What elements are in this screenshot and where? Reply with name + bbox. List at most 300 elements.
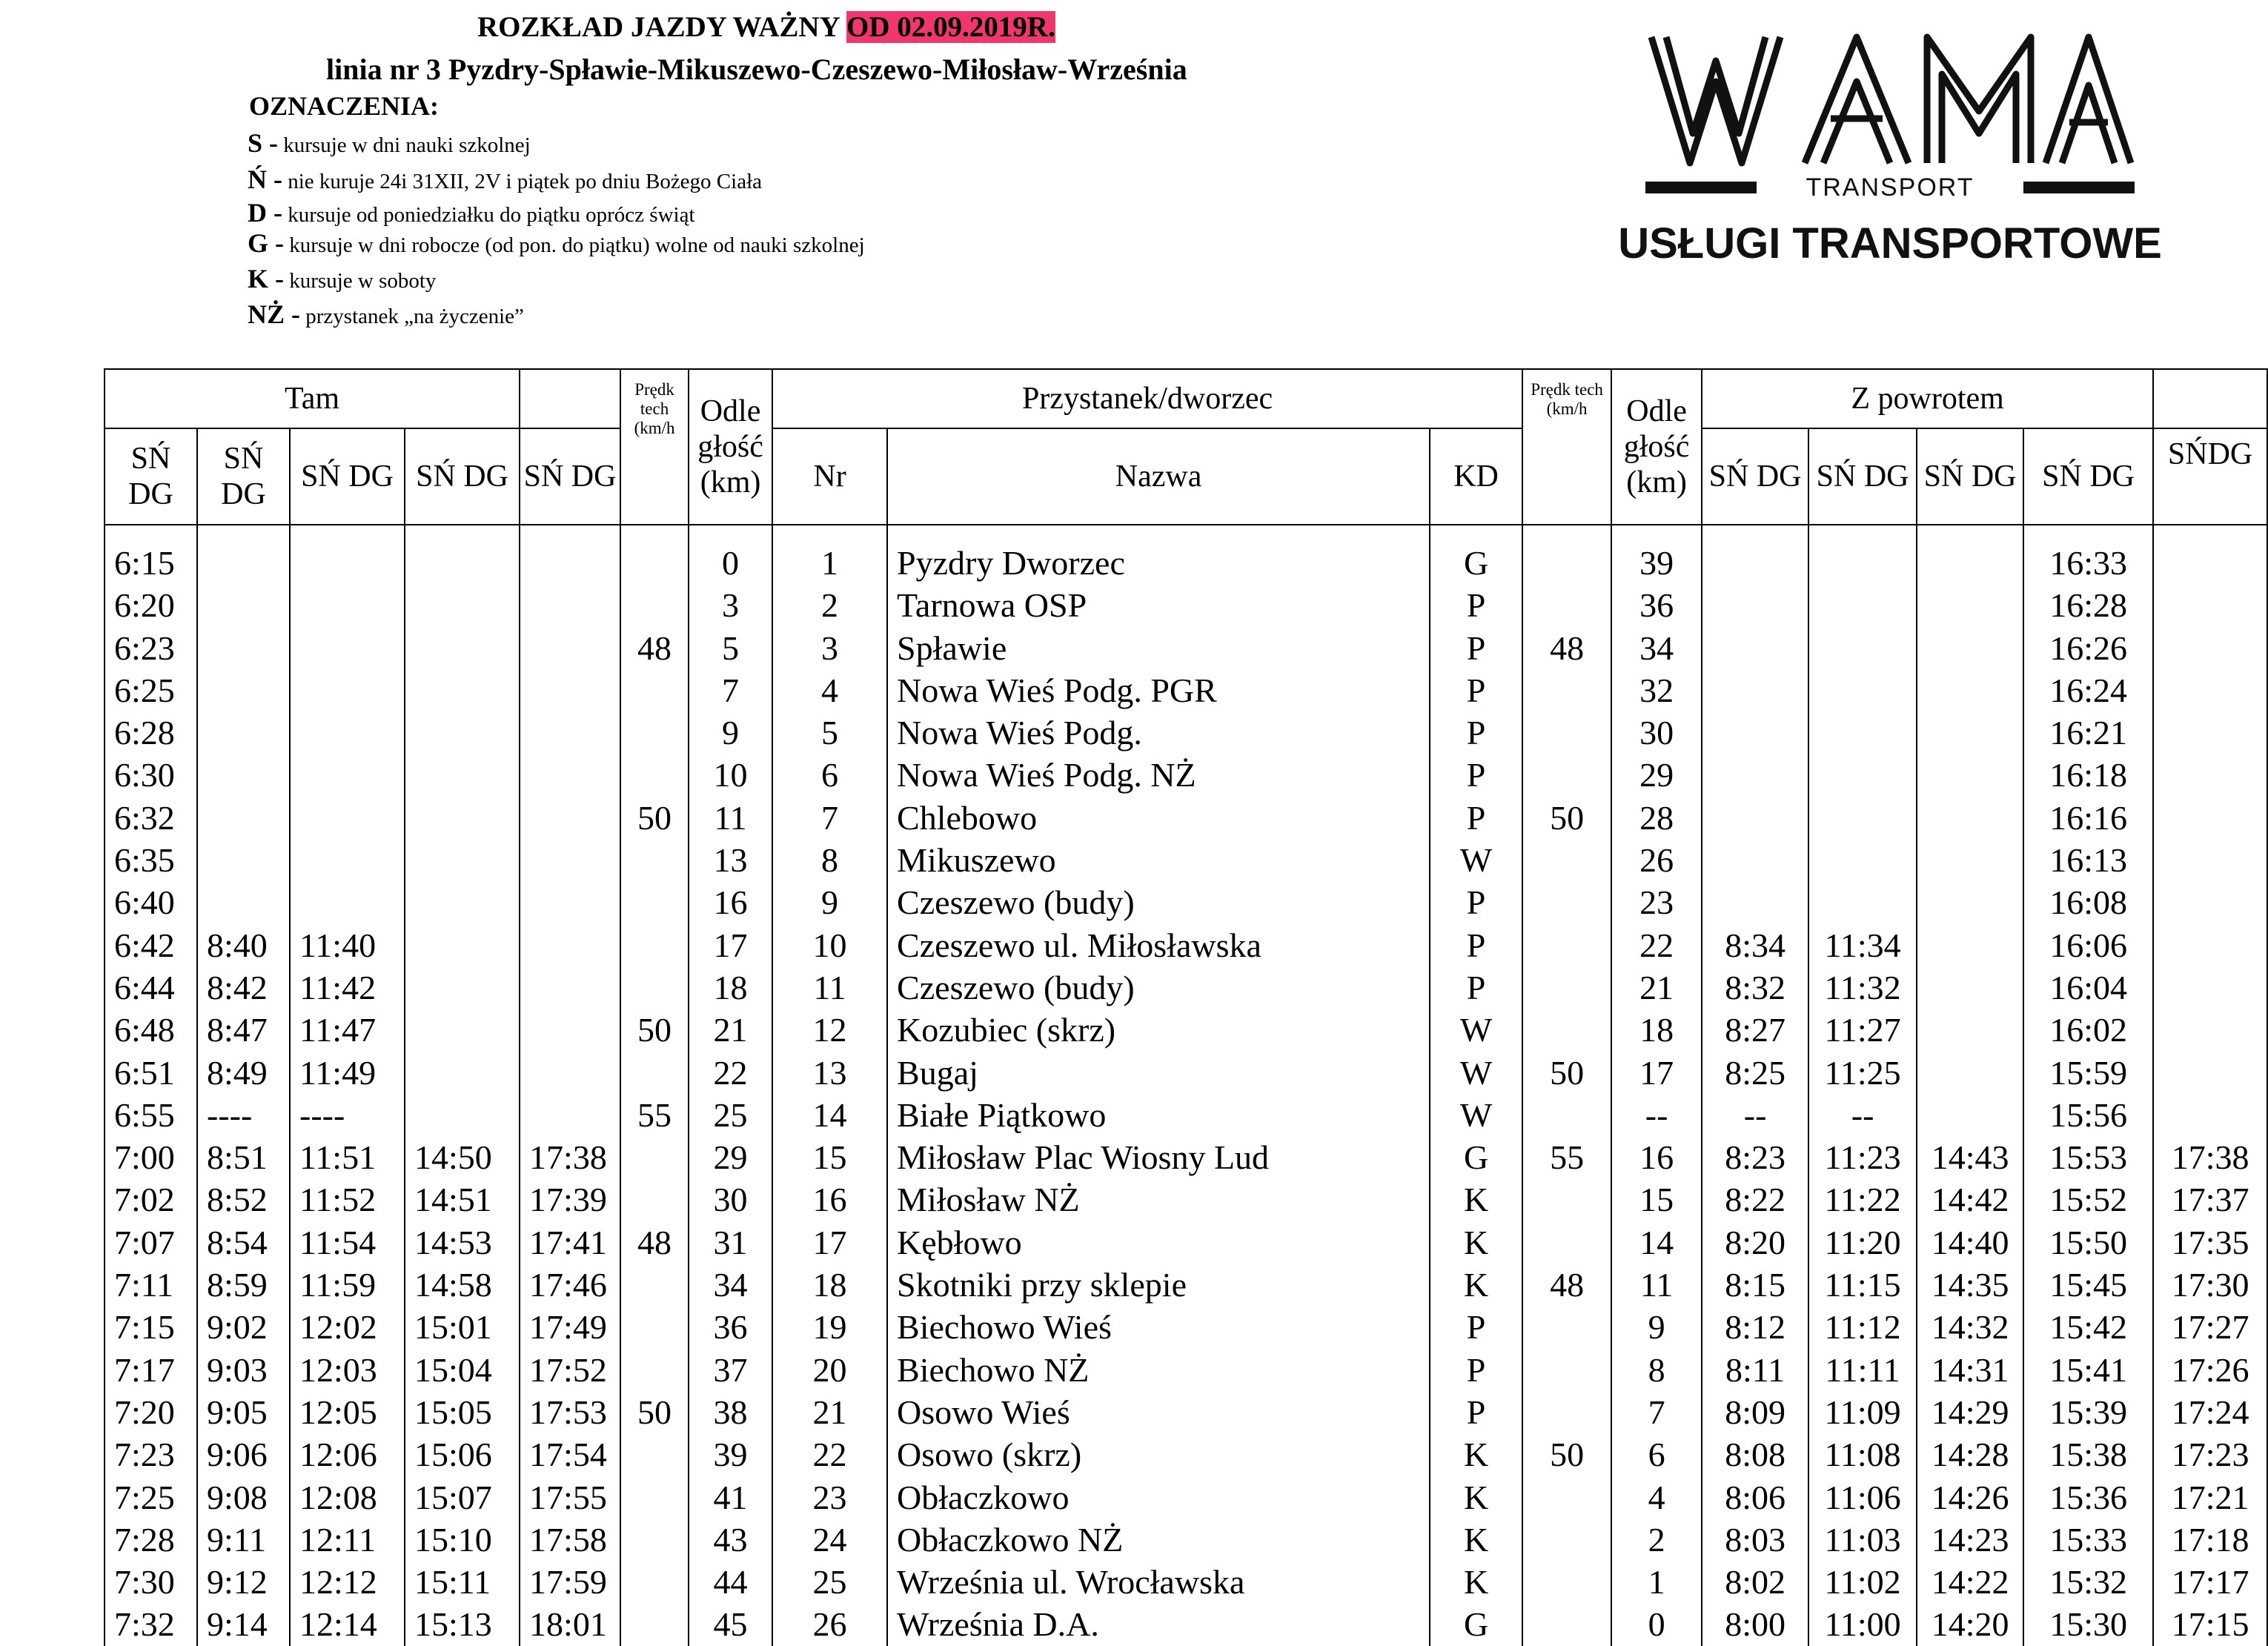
- col-header-ret-5: SŃDG: [2153, 428, 2267, 525]
- speed-header-return: Prędk tech (km/h: [1522, 369, 1611, 525]
- cell-t1: 7:11: [105, 1264, 197, 1306]
- legend-text: kursuje w soboty: [289, 269, 437, 293]
- cell-d1: 36: [689, 1306, 772, 1348]
- cell-t1: 6:28: [105, 711, 197, 754]
- table-row: [105, 584, 2267, 626]
- table-row: [105, 627, 2267, 669]
- cell-nr: 7: [772, 797, 887, 839]
- cell-d1: 18: [689, 966, 772, 1009]
- cell-r2: 11:20: [1808, 1221, 1917, 1264]
- legend-code: NŻ -: [248, 299, 300, 329]
- cell-r4: 15:32: [2023, 1561, 2153, 1603]
- cell-d2: 36: [1611, 584, 1702, 626]
- table-row: [105, 1094, 2267, 1136]
- cell-r2: [1808, 669, 1917, 711]
- cell-t5: 17:46: [520, 1264, 620, 1306]
- cell-r4: 16:16: [2023, 797, 2153, 839]
- cell-r2: [1808, 754, 1917, 796]
- cell-d1: 43: [689, 1519, 772, 1561]
- cell-nr: 3: [772, 627, 887, 669]
- cell-t4: 15:01: [405, 1306, 520, 1348]
- cell-t5: [520, 584, 620, 626]
- cell-t1: 6:30: [105, 754, 197, 796]
- cell-t3: 11:51: [290, 1136, 405, 1178]
- cell-d2: 15: [1611, 1178, 1702, 1221]
- cell-d1: 5: [689, 627, 772, 669]
- cell-t2: 8:47: [197, 1009, 290, 1051]
- cell-d1: 45: [689, 1603, 772, 1645]
- cell-r1: 8:08: [1702, 1433, 1808, 1476]
- cell-t3: 11:54: [290, 1221, 405, 1264]
- cell-nr: 5: [772, 711, 887, 754]
- cell-name: Miłosław NŻ: [887, 1178, 1430, 1221]
- cell-t4: [405, 627, 520, 669]
- cell-r4: 16:28: [2023, 584, 2153, 626]
- cell-t5: [520, 525, 620, 584]
- cell-name: Bugaj: [887, 1052, 1430, 1094]
- cell-nr: 26: [772, 1603, 887, 1645]
- cell-r5: [2153, 584, 2267, 626]
- cell-t4: [405, 584, 520, 626]
- cell-t4: 15:11: [405, 1561, 520, 1603]
- cell-d1: 30: [689, 1178, 772, 1221]
- legend-code: D -: [248, 198, 282, 228]
- line-name: linia nr 3 Pyzdry-Spławie-Mikuszewo-Czeszewo-Miłosław-Września: [326, 53, 1187, 86]
- col-header-tam-2: SŃ DG: [197, 428, 290, 525]
- cell-t4: [405, 1094, 520, 1136]
- cell-r5: 17:18: [2153, 1519, 2267, 1561]
- cell-sp2: [1522, 881, 1611, 923]
- cell-nr: 10: [772, 924, 887, 966]
- cell-r3: 14:32: [1917, 1306, 2023, 1348]
- cell-r3: [1917, 966, 2023, 1009]
- cell-r5: [2153, 711, 2267, 754]
- cell-t1: 6:40: [105, 881, 197, 923]
- cell-r3: [1917, 525, 2023, 584]
- cell-t1: 6:25: [105, 669, 197, 711]
- cell-t1: 6:48: [105, 1009, 197, 1051]
- cell-sp2: [1522, 839, 1611, 881]
- cell-t4: [405, 754, 520, 796]
- cell-d1: 38: [689, 1391, 772, 1433]
- cell-t5: [520, 1094, 620, 1136]
- cell-t4: 14:58: [405, 1264, 520, 1306]
- cell-kd: K: [1430, 1433, 1522, 1476]
- cell-t5: [520, 711, 620, 754]
- cell-name: Chlebowo: [887, 797, 1430, 839]
- cell-r1: 8:20: [1702, 1221, 1808, 1264]
- cell-d2: 21: [1611, 966, 1702, 1009]
- cell-r2: 11:22: [1808, 1178, 1917, 1221]
- cell-name: Pyzdry Dworzec: [887, 525, 1430, 584]
- cell-r4: 16:24: [2023, 669, 2153, 711]
- table-row: [105, 1519, 2267, 1561]
- cell-name: Kozubiec (skrz): [887, 1009, 1430, 1051]
- table-row: [105, 966, 2267, 1009]
- cell-r4: 16:13: [2023, 839, 2153, 881]
- cell-t5: [520, 669, 620, 711]
- cell-d2: 26: [1611, 839, 1702, 881]
- table-row: [105, 711, 2267, 754]
- cell-t3: 12:08: [290, 1476, 405, 1519]
- table-row: [105, 1476, 2267, 1519]
- cell-kd: W: [1430, 1094, 1522, 1136]
- cell-t2: 8:51: [197, 1136, 290, 1178]
- cell-r4: 16:21: [2023, 711, 2153, 754]
- cell-r4: 16:18: [2023, 754, 2153, 796]
- cell-kd: W: [1430, 839, 1522, 881]
- cell-t4: [405, 669, 520, 711]
- cell-sp2: [1522, 711, 1611, 754]
- cell-r5: [2153, 1094, 2267, 1136]
- cell-kd: P: [1430, 669, 1522, 711]
- cell-t2: 8:49: [197, 1052, 290, 1094]
- cell-r2: 11:09: [1808, 1391, 1917, 1433]
- cell-t5: 17:38: [520, 1136, 620, 1178]
- cell-r1: 8:06: [1702, 1476, 1808, 1519]
- cell-t3: 12:14: [290, 1603, 405, 1645]
- tam-header: Tam: [105, 369, 520, 428]
- cell-kd: G: [1430, 525, 1522, 584]
- cell-name: Spławie: [887, 627, 1430, 669]
- cell-sp1: [620, 584, 689, 626]
- cell-r4: 15:52: [2023, 1178, 2153, 1221]
- cell-nr: 23: [772, 1476, 887, 1519]
- cell-d2: 2: [1611, 1519, 1702, 1561]
- cell-sp1: [620, 711, 689, 754]
- cell-nr: 1: [772, 525, 887, 584]
- cell-t2: [197, 627, 290, 669]
- cell-name: Nowa Wieś Podg. NŻ: [887, 754, 1430, 796]
- cell-r5: [2153, 754, 2267, 796]
- cell-name: Kębłowo: [887, 1221, 1430, 1264]
- cell-r4: 15:42: [2023, 1306, 2153, 1348]
- cell-r1: [1702, 797, 1808, 839]
- cell-t1: 7:25: [105, 1476, 197, 1519]
- cell-d2: 28: [1611, 797, 1702, 839]
- cell-d1: 16: [689, 881, 772, 923]
- cell-t3: [290, 627, 405, 669]
- cell-name: Białe Piątkowo: [887, 1094, 1430, 1136]
- cell-d1: 25: [689, 1094, 772, 1136]
- cell-t4: 14:50: [405, 1136, 520, 1178]
- cell-t1: 6:15: [105, 525, 197, 584]
- cell-r3: [1917, 839, 2023, 881]
- cell-r2: 11:12: [1808, 1306, 1917, 1348]
- legend-code: K -: [248, 264, 284, 293]
- cell-d1: 21: [689, 1009, 772, 1051]
- cell-r5: [2153, 924, 2267, 966]
- stop-group-header: Przystanek/dworzec: [772, 369, 1522, 428]
- cell-r1: 8:00: [1702, 1603, 1808, 1645]
- cell-sp2: 50: [1522, 1052, 1611, 1094]
- legend-text: kursuje w dni nauki szkolnej: [283, 133, 531, 157]
- cell-t5: [520, 1052, 620, 1094]
- cell-nr: 25: [772, 1561, 887, 1603]
- cell-t3: 11:42: [290, 966, 405, 1009]
- cell-sp2: [1522, 525, 1611, 584]
- cell-t4: 15:10: [405, 1519, 520, 1561]
- cell-sp1: [620, 1561, 689, 1603]
- cell-r3: [1917, 1009, 2023, 1051]
- cell-t2: [197, 881, 290, 923]
- cell-t1: 7:32: [105, 1603, 197, 1645]
- cell-nr: 24: [772, 1519, 887, 1561]
- cell-t1: 6:32: [105, 797, 197, 839]
- cell-r3: [1917, 711, 2023, 754]
- cell-d2: --: [1611, 1094, 1702, 1136]
- cell-nr: 15: [772, 1136, 887, 1178]
- cell-r3: 14:29: [1917, 1391, 2023, 1433]
- cell-t1: 6:20: [105, 584, 197, 626]
- cell-r5: 17:21: [2153, 1476, 2267, 1519]
- cell-r4: 15:53: [2023, 1136, 2153, 1178]
- timetable: [104, 368, 2267, 1643]
- col-header-name: Nazwa: [887, 428, 1430, 525]
- cell-r2: 11:34: [1808, 924, 1917, 966]
- cell-sp2: [1522, 754, 1611, 796]
- cell-t1: 6:35: [105, 839, 197, 881]
- cell-r2: 11:25: [1808, 1052, 1917, 1094]
- cell-name: Września ul. Wrocławska: [887, 1561, 1430, 1603]
- cell-t3: [290, 839, 405, 881]
- cell-t5: [520, 924, 620, 966]
- page-title: ROZKŁAD JAZDY WAŻNY OD 02.09.2019R.: [477, 11, 1055, 43]
- cell-kd: W: [1430, 1009, 1522, 1051]
- cell-d1: 44: [689, 1561, 772, 1603]
- cell-t4: [405, 881, 520, 923]
- cell-d1: 9: [689, 711, 772, 754]
- cell-r3: 14:20: [1917, 1603, 2023, 1645]
- cell-t1: 7:07: [105, 1221, 197, 1264]
- cell-sp2: [1522, 1221, 1611, 1264]
- cell-r2: [1808, 797, 1917, 839]
- cell-nr: 17: [772, 1221, 887, 1264]
- cell-d2: 4: [1611, 1476, 1702, 1519]
- legend-item: [248, 197, 695, 228]
- cell-sp1: [620, 1306, 689, 1348]
- cell-t3: [290, 525, 405, 584]
- cell-kd: K: [1430, 1221, 1522, 1264]
- cell-sp2: [1522, 1094, 1611, 1136]
- cell-d1: 11: [689, 797, 772, 839]
- cell-sp2: [1522, 1009, 1611, 1051]
- cell-d2: 22: [1611, 924, 1702, 966]
- cell-t3: 12:12: [290, 1561, 405, 1603]
- cell-r3: [1917, 669, 2023, 711]
- cell-sp1: [620, 1519, 689, 1561]
- cell-sp1: [620, 881, 689, 923]
- cell-d2: 11: [1611, 1264, 1702, 1306]
- cell-t3: 12:03: [290, 1349, 405, 1391]
- cell-t3: [290, 881, 405, 923]
- table-row: [105, 839, 2267, 881]
- cell-r1: [1702, 584, 1808, 626]
- cell-t2: 9:06: [197, 1433, 290, 1476]
- cell-d2: 39: [1611, 525, 1702, 584]
- cell-t1: 7:23: [105, 1433, 197, 1476]
- cell-d2: 14: [1611, 1221, 1702, 1264]
- cell-r2: 11:00: [1808, 1603, 1917, 1645]
- cell-name: Obłaczkowo NŻ: [887, 1519, 1430, 1561]
- cell-t2: [197, 669, 290, 711]
- cell-t4: [405, 711, 520, 754]
- cell-r2: 11:08: [1808, 1433, 1917, 1476]
- cell-r5: 17:37: [2153, 1178, 2267, 1221]
- cell-sp1: [620, 1603, 689, 1645]
- cell-r4: 15:30: [2023, 1603, 2153, 1645]
- cell-kd: G: [1430, 1603, 1522, 1645]
- cell-d2: 30: [1611, 711, 1702, 754]
- cell-d1: 31: [689, 1221, 772, 1264]
- cell-d1: 10: [689, 754, 772, 796]
- cell-d2: 9: [1611, 1306, 1702, 1348]
- cell-r5: 17:15: [2153, 1603, 2267, 1645]
- cell-r4: 16:06: [2023, 924, 2153, 966]
- legend-text: nie kuruje 24i 31XII, 2V i piątek po dniu Bożego Ciała: [288, 170, 763, 193]
- cell-r2: [1808, 711, 1917, 754]
- cell-t4: 14:51: [405, 1178, 520, 1221]
- cell-r2: [1808, 839, 1917, 881]
- cell-t5: 17:58: [520, 1519, 620, 1561]
- cell-r1: --: [1702, 1094, 1808, 1136]
- cell-t2: 8:54: [197, 1221, 290, 1264]
- cell-name: Tarnowa OSP: [887, 584, 1430, 626]
- cell-r5: [2153, 797, 2267, 839]
- cell-t2: 8:59: [197, 1264, 290, 1306]
- cell-r5: 17:17: [2153, 1561, 2267, 1603]
- cell-r2: 11:06: [1808, 1476, 1917, 1519]
- cell-t4: [405, 966, 520, 1009]
- cell-r5: 17:30: [2153, 1264, 2267, 1306]
- cell-t1: 6:23: [105, 627, 197, 669]
- cell-r1: [1702, 627, 1808, 669]
- cell-sp1: [620, 1433, 689, 1476]
- cell-t2: [197, 711, 290, 754]
- wama-logo: [1618, 22, 2162, 274]
- col-header-tam-3: SŃ DG: [290, 428, 405, 525]
- cell-r2: 11:15: [1808, 1264, 1917, 1306]
- cell-t5: [520, 627, 620, 669]
- cell-r4: 15:36: [2023, 1476, 2153, 1519]
- table-row: [105, 1136, 2267, 1178]
- cell-r1: 8:25: [1702, 1052, 1808, 1094]
- cell-name: Osowo (skrz): [887, 1433, 1430, 1476]
- cell-t2: [197, 525, 290, 584]
- cell-sp2: 48: [1522, 1264, 1611, 1306]
- cell-kd: P: [1430, 711, 1522, 754]
- cell-r5: [2153, 881, 2267, 923]
- cell-r3: 14:35: [1917, 1264, 2023, 1306]
- cell-d1: 22: [689, 1052, 772, 1094]
- cell-sp1: [620, 754, 689, 796]
- cell-r5: [2153, 669, 2267, 711]
- cell-sp1: [620, 1264, 689, 1306]
- cell-r5: [2153, 1052, 2267, 1094]
- cell-d2: 32: [1611, 669, 1702, 711]
- cell-sp1: [620, 1052, 689, 1094]
- cell-kd: K: [1430, 1519, 1522, 1561]
- cell-t1: 7:15: [105, 1306, 197, 1348]
- cell-r3: [1917, 797, 2023, 839]
- return-header: Z powrotem: [1702, 369, 2153, 428]
- cell-sp2: 55: [1522, 1136, 1611, 1178]
- cell-r1: 8:34: [1702, 924, 1808, 966]
- cell-d2: 23: [1611, 881, 1702, 923]
- table-row: [105, 669, 2267, 711]
- cell-nr: 11: [772, 966, 887, 1009]
- cell-nr: 13: [772, 1052, 887, 1094]
- legend-item: [248, 299, 524, 330]
- cell-name: Września D.A.: [887, 1603, 1430, 1645]
- cell-r1: 8:11: [1702, 1349, 1808, 1391]
- cell-d1: 0: [689, 525, 772, 584]
- cell-r1: 8:09: [1702, 1391, 1808, 1433]
- cell-nr: 2: [772, 584, 887, 626]
- cell-sp2: 50: [1522, 1433, 1611, 1476]
- cell-nr: 8: [772, 839, 887, 881]
- cell-r1: 8:15: [1702, 1264, 1808, 1306]
- cell-r4: 15:59: [2023, 1052, 2153, 1094]
- cell-r1: 8:23: [1702, 1136, 1808, 1178]
- cell-d2: 29: [1611, 754, 1702, 796]
- cell-t5: 17:39: [520, 1178, 620, 1221]
- cell-d1: 39: [689, 1433, 772, 1476]
- cell-sp2: 50: [1522, 797, 1611, 839]
- cell-sp2: [1522, 1306, 1611, 1348]
- cell-t2: 9:08: [197, 1476, 290, 1519]
- cell-kd: W: [1430, 1052, 1522, 1094]
- cell-nr: 18: [772, 1264, 887, 1306]
- cell-sp2: [1522, 1391, 1611, 1433]
- legend-item: [248, 228, 865, 259]
- cell-t5: [520, 797, 620, 839]
- cell-t1: 7:28: [105, 1519, 197, 1561]
- cell-t2: 8:52: [197, 1178, 290, 1221]
- cell-t3: [290, 669, 405, 711]
- cell-t2: 9:14: [197, 1603, 290, 1645]
- cell-r1: 8:27: [1702, 1009, 1808, 1051]
- cell-d2: 18: [1611, 1009, 1702, 1051]
- legend-code: G -: [248, 228, 284, 258]
- table-row: [105, 754, 2267, 796]
- cell-t1: 6:55: [105, 1094, 197, 1136]
- cell-sp1: [620, 1136, 689, 1178]
- legend-text: kursuje w dni robocze (od pon. do piątku) wolne od nauki szkolnej: [289, 233, 865, 257]
- cell-t4: 15:04: [405, 1349, 520, 1391]
- cell-d2: 34: [1611, 627, 1702, 669]
- cell-d1: 3: [689, 584, 772, 626]
- validity-date-highlight: OD 02.09.2019R.: [846, 11, 1055, 43]
- cell-sp1: [620, 1178, 689, 1221]
- cell-r3: 14:23: [1917, 1519, 2023, 1561]
- cell-t4: 15:07: [405, 1476, 520, 1519]
- cell-d2: 6: [1611, 1433, 1702, 1476]
- cell-r5: 17:23: [2153, 1433, 2267, 1476]
- legend-code: S -: [248, 128, 279, 158]
- table-row: [105, 1561, 2267, 1603]
- cell-t3: [290, 797, 405, 839]
- cell-sp1: [620, 839, 689, 881]
- cell-t5: 17:52: [520, 1349, 620, 1391]
- cell-name: Czeszewo (budy): [887, 881, 1430, 923]
- cell-sp1: 55: [620, 1094, 689, 1136]
- cell-sp1: 50: [620, 1009, 689, 1051]
- cell-t4: [405, 525, 520, 584]
- cell-d2: 1: [1611, 1561, 1702, 1603]
- cell-t5: [520, 1009, 620, 1051]
- cell-nr: 22: [772, 1433, 887, 1476]
